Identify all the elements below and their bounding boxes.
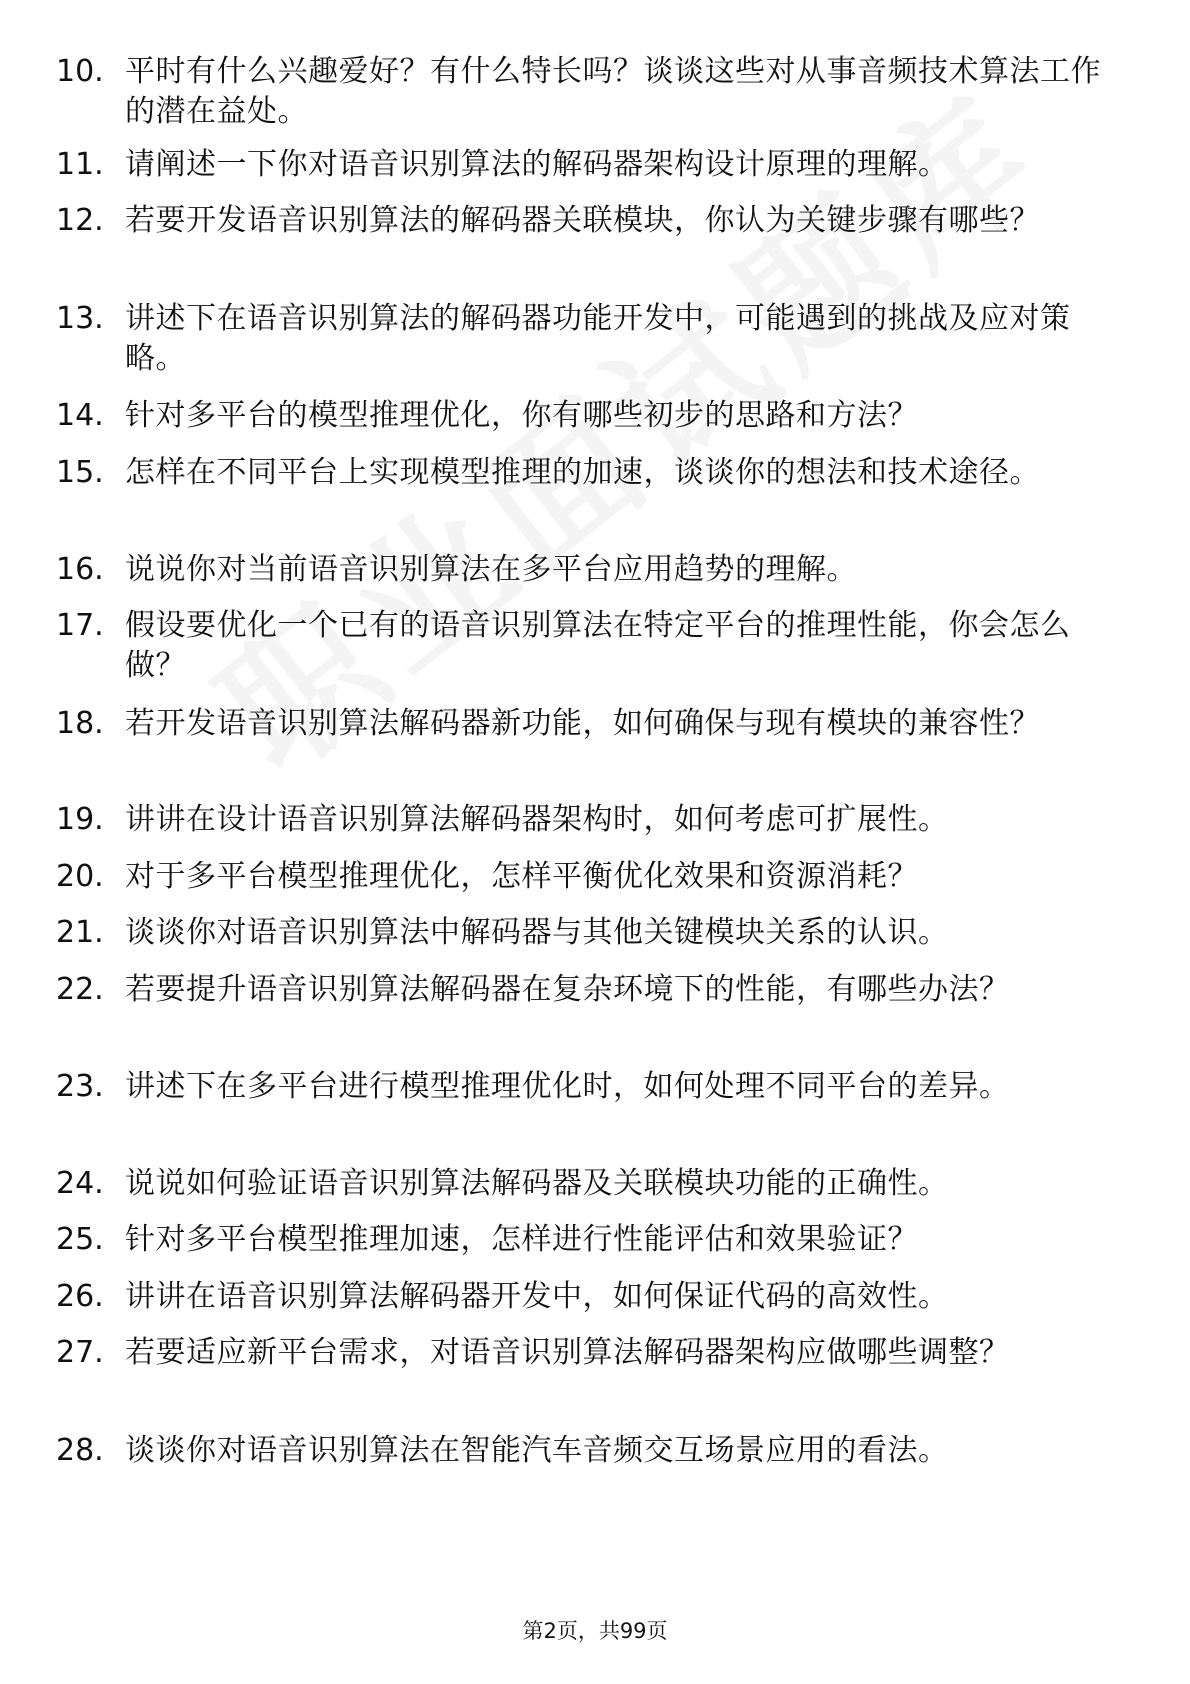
question-text: 谈谈你对语音识别算法在智能汽车音频交互场景应用的看法。	[125, 1433, 949, 1468]
question-number: 16.	[56, 552, 104, 587]
question-text: 若要提升语音识别算法解码器在复杂环境下的性能，有哪些办法？	[125, 972, 1010, 1007]
question-number: 10.	[56, 54, 104, 89]
question-number: 20.	[56, 859, 104, 894]
question-text: 讲述下在多平台进行模型推理优化时，如何处理不同平台的差异。	[125, 1069, 1010, 1104]
question-text: 针对多平台模型推理加速，怎样进行性能评估和效果验证？	[125, 1222, 918, 1257]
question-number: 26.	[56, 1279, 104, 1314]
question-text: 若要开发语音识别算法的解码器关联模块，你认为关键步骤有哪些？	[125, 203, 1040, 238]
question-number: 24.	[56, 1166, 104, 1201]
question-text: 讲讲在语音识别算法解码器开发中，如何保证代码的高效性。	[125, 1279, 949, 1314]
question-text: 讲讲在设计语音识别算法解码器架构时，如何考虑可扩展性。	[125, 802, 949, 837]
question-number: 11.	[56, 147, 104, 182]
question-text: 请阐述一下你对语音识别算法的解码器架构设计原理的理解。	[125, 147, 949, 182]
question-number: 12.	[56, 203, 104, 238]
question-number: 13.	[56, 301, 104, 336]
question-text: 平时有什么兴趣爱好？有什么特长吗？谈谈这些对从事音频技术算法工作的潜在益处。	[125, 54, 1101, 129]
question-number: 21.	[56, 915, 104, 950]
question-text: 怎样在不同平台上实现模型推理的加速，谈谈你的想法和技术途径。	[125, 455, 1040, 490]
question-text: 谈谈你对语音识别算法中解码器与其他关键模块关系的认识。	[125, 915, 949, 950]
question-text: 若开发语音识别算法解码器新功能，如何确保与现有模块的兼容性？	[125, 706, 1040, 741]
question-text: 假设要优化一个已有的语音识别算法在特定平台的推理性能，你会怎么做？	[125, 608, 1071, 683]
question-number: 19.	[56, 802, 104, 837]
question-text: 对于多平台模型推理优化，怎样平衡优化效果和资源消耗？	[125, 859, 918, 894]
question-text: 说说如何验证语音识别算法解码器及关联模块功能的正确性。	[125, 1166, 949, 1201]
question-number: 15.	[56, 455, 104, 490]
question-number: 17.	[56, 608, 104, 643]
question-number: 25.	[56, 1222, 104, 1257]
question-text: 若要适应新平台需求，对语音识别算法解码器架构应做哪些调整？	[125, 1335, 1010, 1370]
question-text: 针对多平台的模型推理优化，你有哪些初步的思路和方法？	[125, 398, 918, 433]
question-text: 讲述下在语音识别算法的解码器功能开发中，可能遇到的挑战及应对策略。	[125, 301, 1071, 376]
page-footer: 第2页，共99页	[522, 1619, 668, 1643]
question-number: 18.	[56, 706, 104, 741]
question-number: 28.	[56, 1433, 104, 1468]
question-number: 14.	[56, 398, 104, 433]
question-number: 27.	[56, 1335, 104, 1370]
question-number: 22.	[56, 972, 104, 1007]
question-number: 23.	[56, 1069, 104, 1104]
question-text: 说说你对当前语音识别算法在多平台应用趋势的理解。	[125, 552, 857, 587]
